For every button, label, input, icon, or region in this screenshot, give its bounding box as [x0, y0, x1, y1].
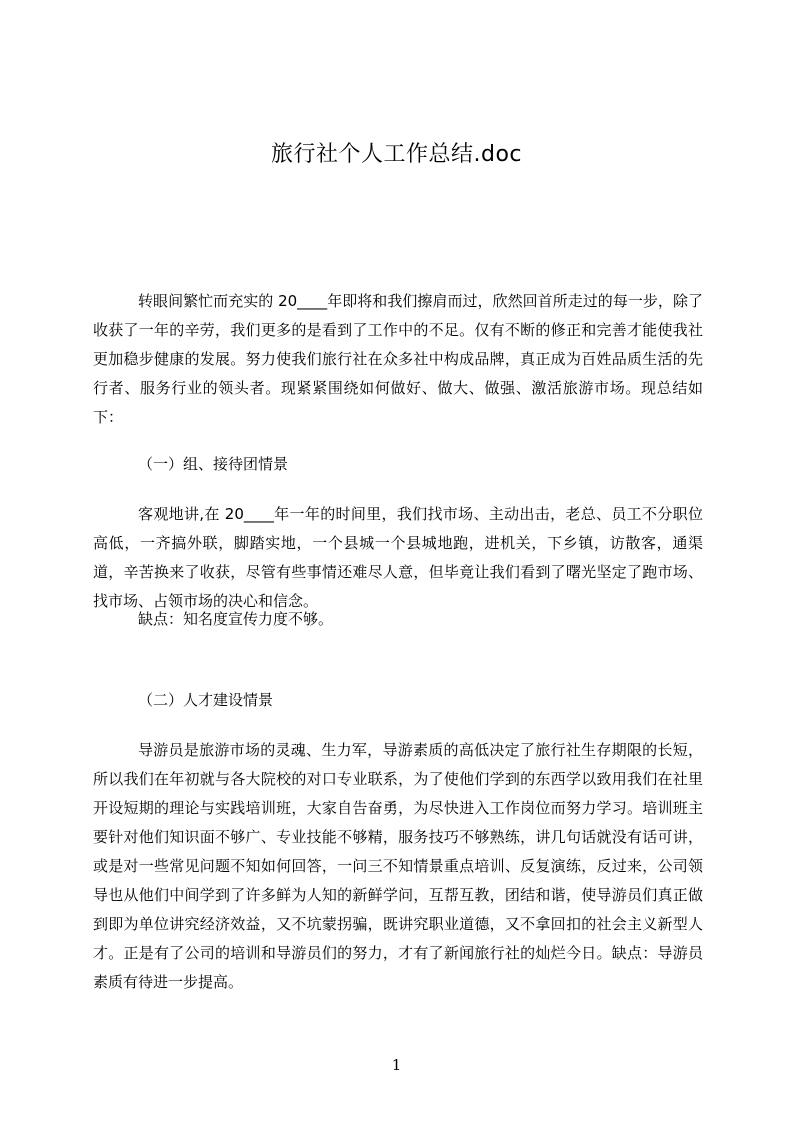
document-title: 旅行社个人工作总结.doc: [270, 142, 522, 167]
paragraph-talent: 导游员是旅游市场的灵魂、生力军，导游素质的高低决定了旅行社生存期限的长短，所以我们在年初就与各大院校的对口专业联系，为了使他们学到的东西学以致用我们在社里开设短期的理论与实践培训班，大家自告奋勇，为尽快进入工作岗位而努力学习。培训班主要针对他们知识面不够广、专业技能不够精，服务技巧不够熟练，讲几句话就没有话可讲，或是对一些常见问题不知如何回答，一问三不知情景重点培训、反复演练，反过来，公司领导也从他们中间学到了许多鲜为人知的新鲜学问，互帮互教，团结和谐，使导游员们真正做到即为单位讲究经济效益，又不坑蒙拐骗，既讲究职业道德，又不拿回扣的社会主义新型人才。正是有了公司的培训和导游员们的努力，才有了新闻旅行社的灿烂今日。缺点：导游员素质有待进一步提高。: [93, 741, 703, 991]
section-heading-reception: （一）组、接待团情景: [138, 455, 289, 473]
paragraph-market: 客观地讲,在 20____年一年的时间里，我们找市场、主动出击，老总、员工不分职位高低，一齐搞外联，脚踏实地，一个县城一个县城地跑，进机关，下乡镇，访散客，通渠道，辛苦换来了收获，尽管有些事情还难尽人意，但毕竟让我们看到了曙光坚定了跑市场、找市场、占领市场的决心和信念。: [93, 505, 703, 610]
section-heading-talent: （二）人才建设情景: [138, 691, 274, 709]
paragraph-shortcoming-publicity: 缺点：知名度宣传力度不够。: [138, 610, 334, 628]
paragraph-intro: 转眼间繁忙而充实的 20____年即将和我们擦肩而过，欣然回首所走过的每一步，除了收获了一年的辛劳，我们更多的是看到了工作中的不足。仅有不断的修正和完善才能使我社更加稳步健康的发展。努力使我们旅行社在众多社中构成品牌，真正成为百姓品质生活的先行者、服务行业的领头者。现紧紧围绕如何做好、做大、做强、激活旅游市场。现总结如下：: [93, 292, 703, 426]
page-number: 1: [391, 1056, 402, 1074]
